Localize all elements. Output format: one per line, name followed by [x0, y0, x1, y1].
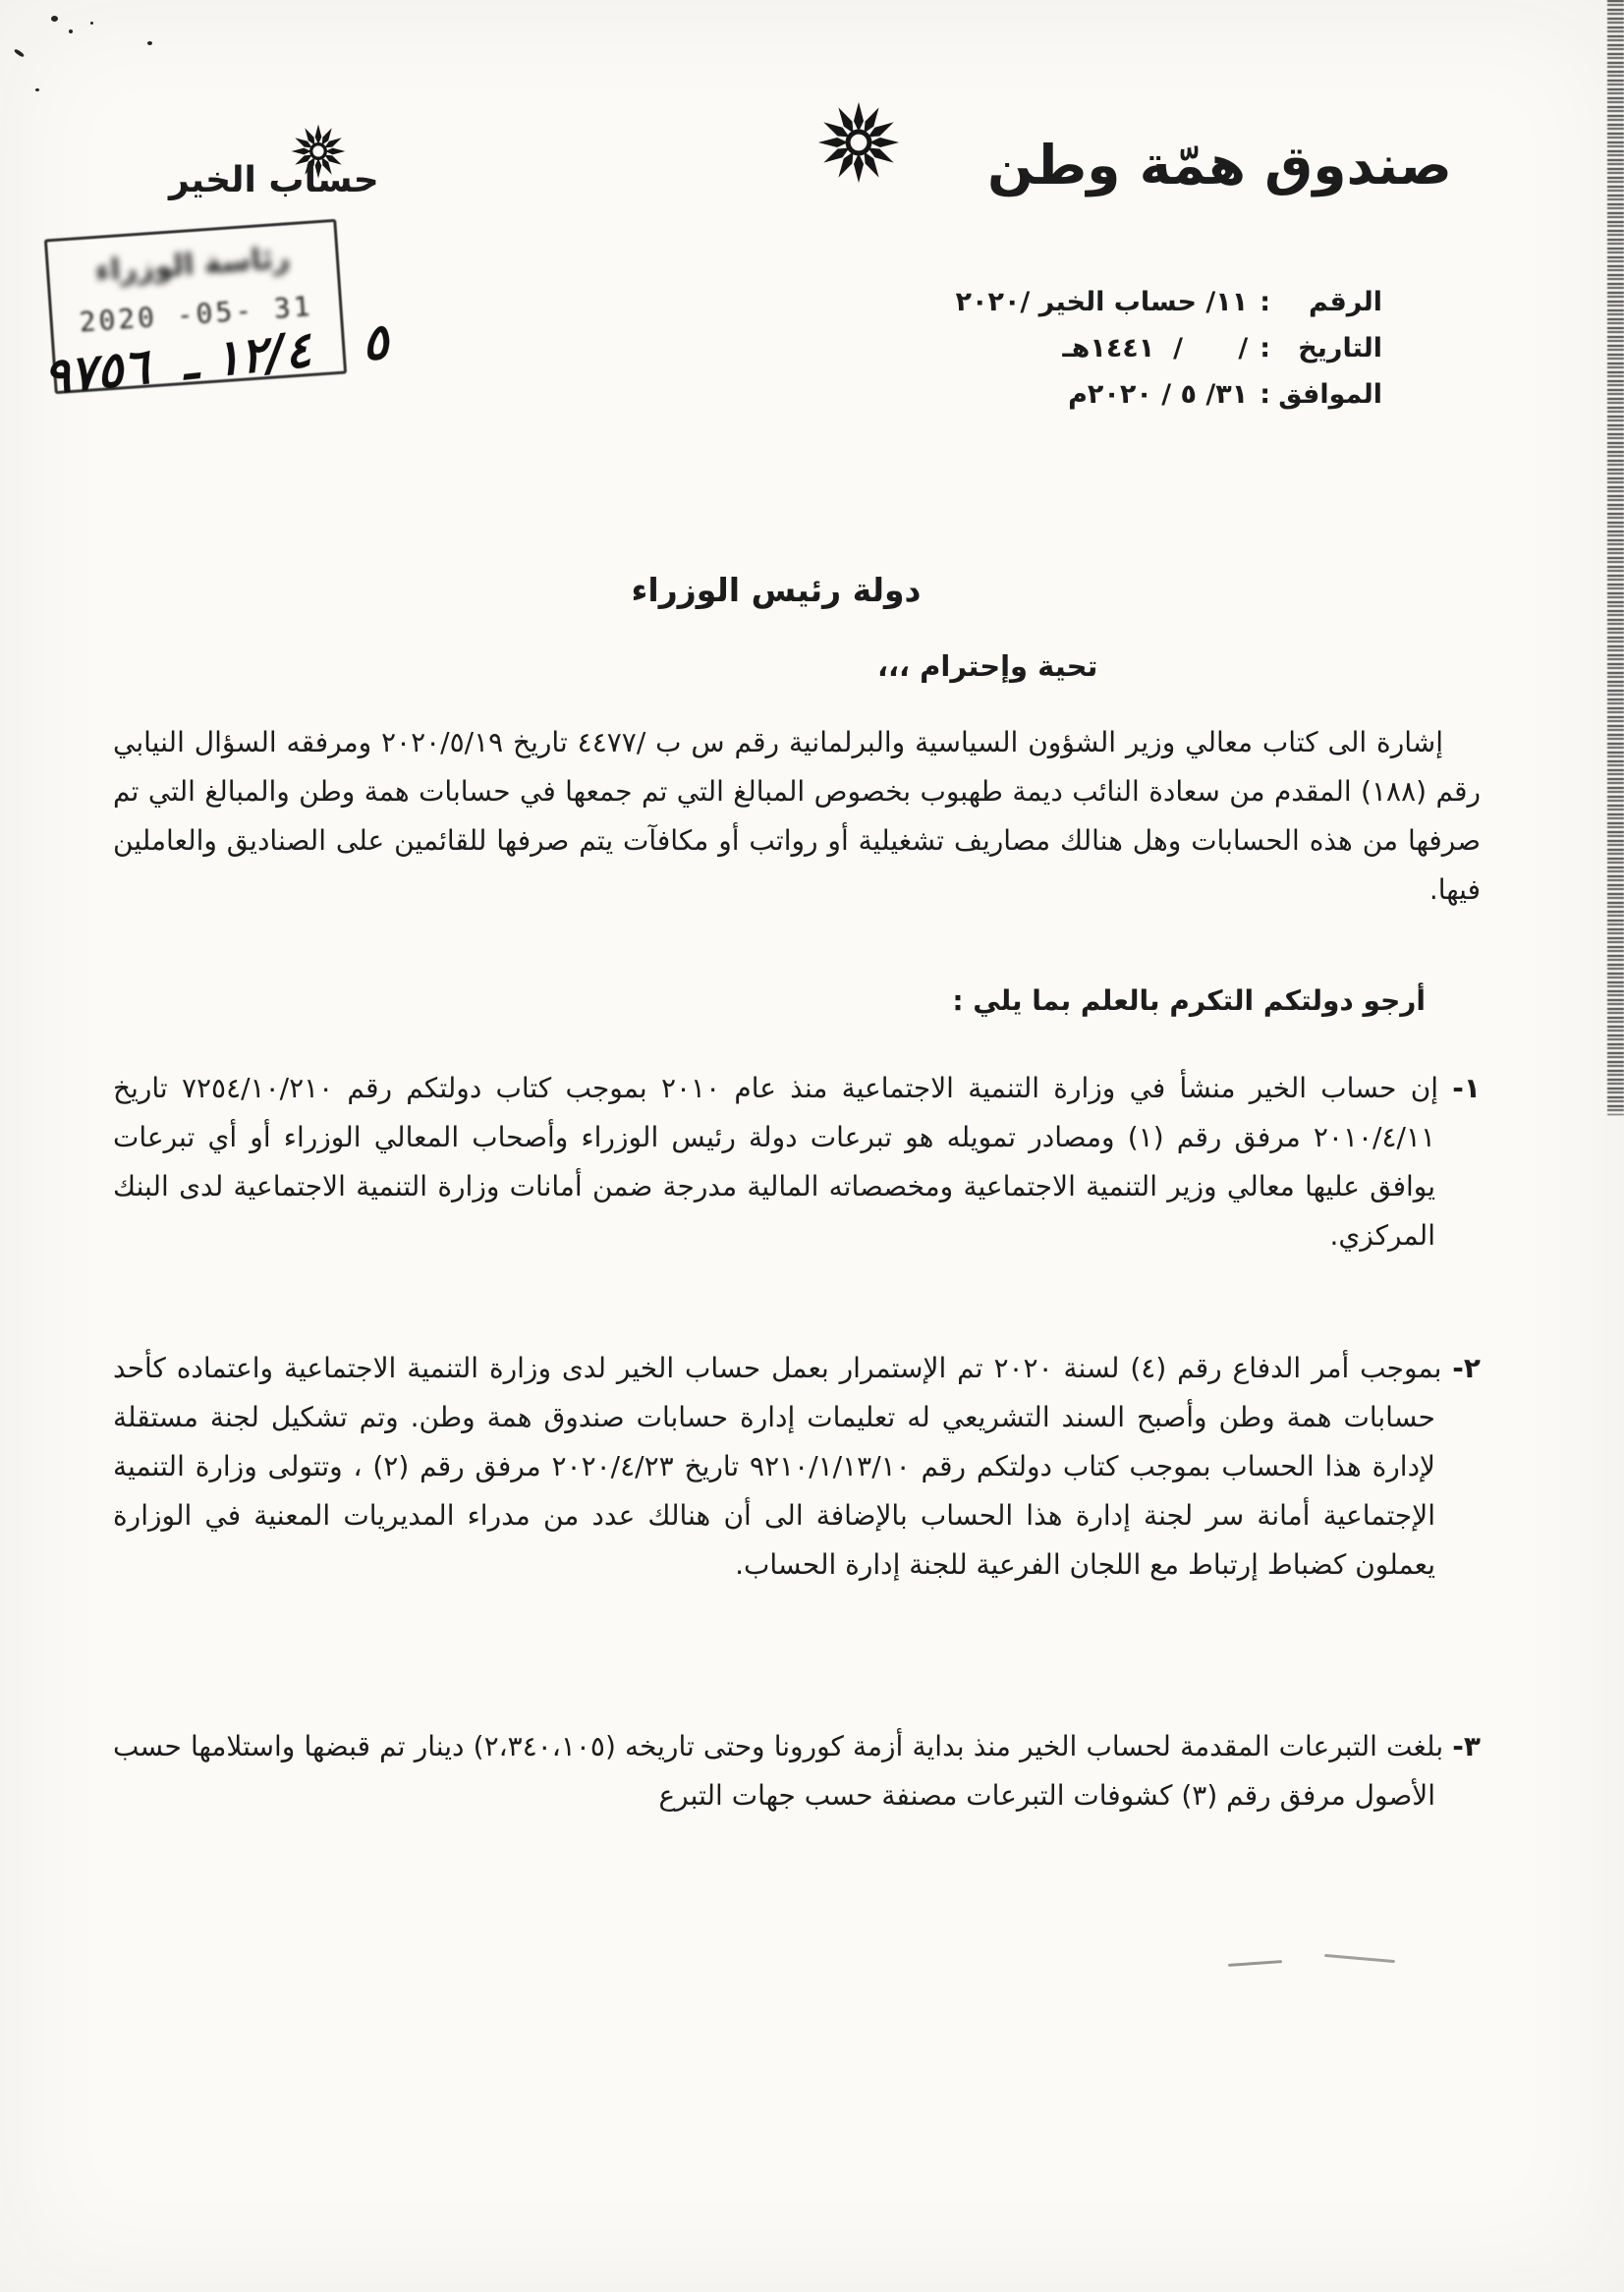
ink-speck	[51, 16, 58, 22]
greeting-line: تحية وإحترام ،،،	[877, 649, 1098, 683]
reference-label: الموافق	[1278, 379, 1382, 410]
himmat-watan-logo-icon	[817, 101, 900, 184]
stamp-org-line: رئاسة الوزراء	[93, 241, 292, 289]
item-text: بلغت التبرعات المقدمة لحساب الخير منذ بداية أزمة كورونا وحتى تاريخه (٢،٣٤٠،١٠٥) دينار تم قبضها واستلامها حسب الأصول مرفق رقم (٣) كشوفات التبرعات مصنفة حسب جهات التبرع	[113, 1730, 1444, 1812]
stamp-date: 2020 -05- 31	[78, 289, 314, 339]
reference-row-gregorian-date	[956, 371, 1383, 418]
ink-speck	[35, 88, 39, 91]
reference-value: ١١/ حساب الخير /٢٠٢٠	[955, 287, 1249, 317]
pen-marks	[1228, 1951, 1410, 1979]
item-text: بموجب أمر الدفاع رقم (٤) لسنة ٢٠٢٠ تم الإستمرار بعمل حساب الخير لدى وزارة التنمية الاجتماعية واعتماده كأحد حسابات همة وطن وأصبح السند التشريعي له تعليمات إدارة حسابات صندوق همة وطن. وتم تشكيل لجنة مستقلة لإدارة هذا الحساب بموجب كتاب دولتكم رقم ٩٢١٠/١/١٣/١٠ تاريخ ٢٠٢٠/٤/٢٣ مرفق رقم (٢) ، وتتولى وزارة التنمية الإجتماعية أمانة سر لجنة إدارة هذا الحساب بالإضافة الى أن هنالك عدد من مدراء المديريات المعنية في الوزارة يعملون كضباط إرتباط مع اللجان الفرعية للجنة إدارة الحساب.	[113, 1352, 1442, 1581]
ink-speck	[14, 48, 25, 58]
item-number: ٢-	[1452, 1352, 1482, 1384]
numbered-item-3	[113, 1722, 1481, 1820]
khair-account-label: حساب الخير	[169, 160, 379, 200]
reference-block	[956, 279, 1383, 418]
numbered-item-1	[113, 1064, 1481, 1260]
reference-label: الرقم	[1308, 287, 1382, 317]
numbered-item-2	[113, 1344, 1481, 1590]
reference-label: التاريخ	[1298, 333, 1382, 363]
item-number: ٣-	[1452, 1730, 1482, 1762]
scan-edge-artifact	[1607, 0, 1624, 1115]
intro-paragraph: إشارة الى كتاب معالي وزير الشؤون السياسية والبرلمانية رقم س ب /٤٤٧٧ تاريخ ٢٠٢٠/٥/١٩ ومرفقه السؤال النيابي رقم (١٨٨) المقدم من سعادة النائب ديمة طهبوب بخصوص المبالغ التي تم جمعها في حسابات همة وطن والمبالغ التي تم صرفها من هذه الحسابات وهل هنالك مصاريف تشغيلية أو رواتب أو مكافآت يتم صرفها للقائمين على الصناديق والعاملين فيها.	[113, 726, 1481, 906]
reference-row-hijri-date	[956, 325, 1383, 371]
ink-speck	[69, 29, 73, 33]
item-text: إن حساب الخير منشأ في وزارة التنمية الاجتماعية منذ عام ٢٠١٠ بموجب كتاب دولتكم رقم ٧٢٥٤/١٠/٢١٠ تاريخ ٢٠١٠/٤/١١ مرفق رقم (١) ومصادر تمويله هو تبرعات دولة رئيس الوزراء وأصحاب المعالي الوزراء أو أي تبرعات يوافق عليها معالي وزير التنمية الاجتماعية ومخصصاته المالية مدرجة ضمن أمانات وزارة التنمية الاجتماعية لدى البنك المركزي.	[113, 1072, 1439, 1252]
fund-name: صندوق همّة وطن	[987, 134, 1452, 196]
reference-colon: :	[1260, 287, 1270, 317]
stamp-handwritten-number: ٥ ١٢/٤ ـ ٩٧٥٦	[40, 312, 391, 406]
recipient-title: دولة رئيس الوزراء	[631, 571, 922, 609]
reference-row-number	[956, 279, 1383, 325]
reference-colon: :	[1260, 333, 1270, 363]
ink-speck	[147, 41, 152, 45]
ink-speck	[90, 22, 93, 25]
reference-value: ٣١/ ٥ / ٢٠٢٠م	[1068, 379, 1249, 410]
item-number: ١-	[1452, 1072, 1482, 1104]
reference-value: / / ١٤٤١هـ	[1062, 333, 1249, 363]
request-line: أرجو دولتكم التكرم بالعلم بما يلي :	[952, 984, 1426, 1017]
reference-colon: :	[1260, 379, 1270, 410]
